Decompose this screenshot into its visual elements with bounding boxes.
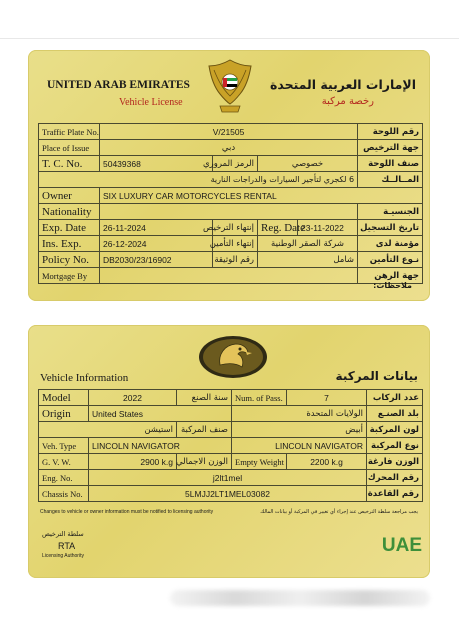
reg-date-label-ar: تاريخ التسجيل [358, 220, 423, 236]
table-row [39, 454, 423, 470]
origin-label-ar: بلد الصنـع [367, 406, 423, 422]
table-row [39, 390, 423, 406]
vehicle-type-value-2: LINCOLN NAVIGATOR [232, 438, 367, 454]
vehicle-information-card [28, 325, 430, 578]
document-title-ar: رخصة مركبة [321, 96, 374, 107]
vehicle-info-table [38, 389, 423, 502]
table-row [39, 252, 423, 268]
table-row [39, 140, 423, 156]
nationality-label: Nationality [39, 204, 100, 220]
origin-value: United States [89, 406, 232, 422]
license-table [38, 123, 423, 284]
vehicle-type-value: LINCOLN NAVIGATOR [89, 438, 232, 454]
table-row [39, 236, 423, 252]
ins-exp-value: 26-12-2024 [100, 236, 213, 252]
license-expiry-label-ar: إنتهاء الترخيص [213, 220, 258, 236]
nationality-label-ar: الجنسيـة [358, 204, 423, 220]
policy-label: Policy No. [39, 252, 100, 268]
vehicle-class-label-ar: صنف المركبة [177, 422, 232, 438]
table-row [39, 470, 423, 486]
model-label: Model [39, 390, 89, 406]
country-code: UAE [381, 535, 422, 556]
manufacture-year-label-ar: سنة الصنع [177, 390, 232, 406]
table-row [39, 156, 423, 172]
passengers-label-ar: عدد الركاب [367, 390, 423, 406]
model-value: 2022 [89, 390, 177, 406]
owner-label: Owner [39, 188, 100, 204]
table-row [39, 188, 423, 204]
chassis-label-ar: رقم القاعدة [367, 486, 423, 502]
table-row [39, 172, 423, 188]
chassis-label: Chassis No. [39, 486, 89, 502]
document-title-en: Vehicle License [119, 97, 183, 108]
tc-value: 50439368 [100, 156, 213, 172]
plate-label: Traffic Plate No. [39, 124, 100, 140]
insurance-expiry-label-ar: إنتهاء التأمين [213, 236, 258, 252]
vehicle-class-value: استيشن [39, 422, 177, 438]
insurer-label-ar: مؤمنة لدى [358, 236, 423, 252]
mortgage-label: Mortgage By [39, 268, 100, 284]
table-row [39, 268, 423, 284]
vehicle-type-label-ar: نوع المركبة [367, 438, 423, 454]
place-label-ar: جهة الترخيص [358, 140, 423, 156]
exp-date-value: 26-11-2024 [100, 220, 213, 236]
engine-value: j2lt1mel [89, 470, 367, 486]
origin-value-ar: الولايات المتحدة [232, 406, 367, 422]
mortgage-value [100, 268, 358, 284]
table-row [39, 406, 423, 422]
table-row [39, 204, 423, 220]
vehicle-info-title-ar: بيانات المركبة [335, 369, 418, 383]
color-label-ar: لون المركبة [367, 422, 423, 438]
table-row [39, 124, 423, 140]
vehicle-type-label: Veh. Type [39, 438, 89, 454]
table-row [39, 486, 423, 502]
authority-label-ar: سلطة الترخيص [42, 530, 84, 538]
tc-label: T. C. No. [39, 156, 100, 172]
ins-exp-label: Ins. Exp. [39, 236, 100, 252]
exp-date-label: Exp. Date [39, 220, 100, 236]
authority-abbr: RTA [58, 541, 76, 551]
engine-label-ar: رقم المحرك [367, 470, 423, 486]
gvw-value: 2900 k.g [89, 454, 177, 470]
policy-value: DB2030/23/16902 [100, 252, 213, 268]
uae-emblem-icon [206, 56, 254, 116]
empty-weight-label-ar: الوزن فارغة [367, 454, 423, 470]
changes-note-en: Changes to vehicle or owner information must be notified to licensing authority [40, 509, 214, 515]
vehicle-license-card [28, 50, 430, 301]
owner-value: SIX LUXURY CAR MOTORCYCLES RENTAL [100, 188, 423, 204]
policy-label-ar: رقم الوثيقة [213, 252, 258, 268]
insurance-type-value: شامل [258, 252, 358, 268]
table-row [39, 438, 423, 454]
color-value: أبيض [232, 422, 367, 438]
place-value: دبي [100, 140, 358, 156]
table-row [39, 220, 423, 236]
origin-label: Origin [39, 406, 89, 422]
authority-label-en: Licensing Authority [42, 553, 84, 559]
table-row [39, 422, 423, 438]
vehicle-info-title-en: Vehicle Information [40, 372, 129, 384]
remarks-label-ar: ملاحظات: [373, 281, 412, 290]
falcon-emblem-icon [198, 335, 268, 379]
insurer-value: شركة الصقر الوطنية [258, 236, 358, 252]
owner-label-ar: المــالــك [358, 172, 423, 188]
reg-date-value: 23-11-2022 [298, 220, 358, 236]
insurance-type-label-ar: نـوع التأمين [358, 252, 423, 268]
empty-weight-label: Empty Weight [232, 454, 287, 470]
redacted-area [170, 590, 430, 606]
plate-label-ar: رقم اللوحة [358, 124, 423, 140]
plate-value: V/21505 [100, 124, 358, 140]
nationality-value [100, 204, 358, 220]
top-divider [0, 38, 459, 39]
place-label: Place of Issue [39, 140, 100, 156]
gvw-label: G. V. W. [39, 454, 89, 470]
gross-weight-label-ar: الوزن الاجمالي [177, 454, 232, 470]
passengers-value: 7 [287, 390, 367, 406]
owner-value-ar: 6 لكجري لتأجير السيارات والدراجات النارية [39, 172, 358, 188]
passengers-label: Num. of Pass. [232, 390, 287, 406]
empty-weight-value: 2200 k.g [287, 454, 367, 470]
chassis-value: 5LMJJ2LT1MEL03082 [89, 486, 367, 502]
country-title-en: UNITED ARAB EMIRATES [47, 79, 190, 91]
traffic-code-label-ar: الرمز المروري [213, 156, 258, 172]
reg-date-label: Reg. Date [258, 220, 298, 236]
changes-note-ar: يجب مراجعة سلطة الترخيص عند إجراء أي تغيير في المركبة أو بيانات المالك [260, 509, 418, 515]
engine-label: Eng. No. [39, 470, 89, 486]
mortgage-label-ar: جهة الرهن [358, 268, 423, 284]
plate-category-value: خصوصي [258, 156, 358, 172]
country-title-ar: الإمارات العربية المتحدة [269, 77, 416, 92]
plate-category-label-ar: صنف اللوحة [358, 156, 423, 172]
